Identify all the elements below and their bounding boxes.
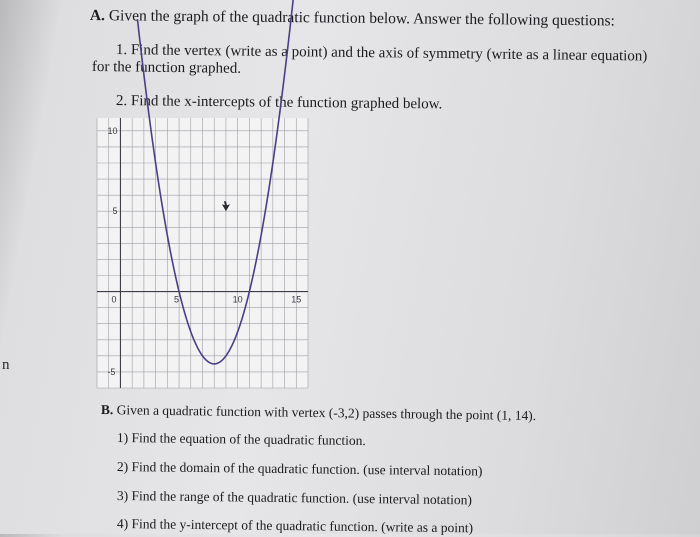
question-a1-line2: for the function graphed. xyxy=(91,58,242,77)
part-a-heading-text: Given the graph of the quadratic function below. Answer the following questions: xyxy=(108,7,616,30)
part-b-label: B. xyxy=(100,401,114,418)
question-b1: 1) Find the equation of the quadratic function. xyxy=(116,429,366,449)
x-tick-label: 5 xyxy=(174,294,180,305)
x-tick-label: 10 xyxy=(232,294,243,305)
graph-grid xyxy=(97,118,308,388)
x-tick-label: 15 xyxy=(291,294,302,305)
question-a2: 2. Find the x-intercepts of the function graphed below. xyxy=(115,92,443,113)
page-edge-fragment: n xyxy=(2,357,10,373)
x-tick-label: 0 xyxy=(111,294,117,305)
question-b3: 3) Find the range of the quadratic function. (use interval notation) xyxy=(116,487,472,508)
y-tick-label: 5 xyxy=(112,206,118,217)
y-tick-label: -5 xyxy=(107,366,116,377)
question-a1-line1: 1. Find the vertex (write as a point) and the axis of symmetry (write as a linear equation) xyxy=(115,41,648,65)
y-tick-label: 10 xyxy=(107,125,118,136)
question-b2: 2) Find the domain of the quadratic function. (use interval notation) xyxy=(116,458,483,479)
question-b4: 4) Find the y-intercept of the quadratic function. (write as a point) xyxy=(116,515,474,536)
part-b-heading-text: Given a quadratic function with vertex (-3,2) passes through the point (1, 14). xyxy=(116,402,537,424)
part-a-label: A. xyxy=(89,7,106,25)
